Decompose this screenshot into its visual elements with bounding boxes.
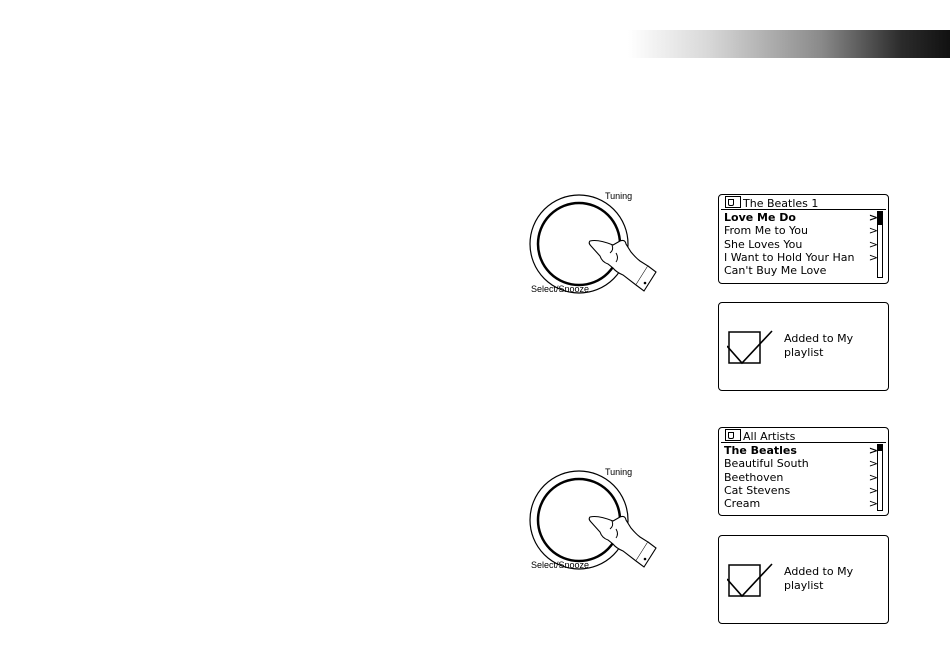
list-item[interactable]: Can't Buy Me Love <box>724 264 827 278</box>
chevron-right-icon: > <box>868 457 878 471</box>
hand-pressing-knob-icon <box>528 186 668 316</box>
tuning-label: Tuning <box>605 467 633 477</box>
list-item[interactable]: Love Me Do > <box>724 211 878 224</box>
lcd-title: The Beatles 1 <box>721 196 886 210</box>
hand-pressing-knob-icon <box>528 462 668 592</box>
tuning-label: Tuning <box>605 191 633 201</box>
chevron-right-icon: > <box>868 470 878 484</box>
lcd-title: All Artists <box>721 429 886 443</box>
checkmark-box-icon <box>727 562 777 602</box>
chevron-right-icon: > <box>868 497 878 511</box>
select-snooze-label: Select/Snooze <box>531 284 590 294</box>
list-item[interactable]: Cream > <box>724 497 878 511</box>
lcd-added-message <box>718 302 889 391</box>
scrollbar[interactable] <box>877 444 883 511</box>
added-message-text: Added to My playlist <box>784 565 854 592</box>
list-item[interactable]: I Want to Hold Your Han > <box>724 250 878 264</box>
chevron-right-icon: > <box>868 483 878 497</box>
scrollbar[interactable] <box>877 211 883 278</box>
chevron-right-icon: > <box>868 250 878 264</box>
music-folder-icon <box>725 429 741 441</box>
tuning-knob[interactable] <box>528 186 668 316</box>
tuning-knob[interactable] <box>528 462 668 592</box>
lcd-artist-list <box>718 427 889 516</box>
list-item[interactable]: Beethoven > <box>724 470 878 484</box>
chevron-right-icon: > <box>868 237 878 251</box>
scrollbar-thumb[interactable] <box>878 445 882 451</box>
list-item[interactable]: The Beatles > <box>724 444 878 457</box>
music-folder-icon <box>725 196 741 208</box>
list-item[interactable]: Beautiful South > <box>724 457 878 471</box>
lcd-album-tracks <box>718 194 889 284</box>
chevron-right-icon: > <box>868 211 878 224</box>
checkmark-box-icon <box>727 329 777 369</box>
list-item[interactable]: From Me to You > <box>724 224 878 238</box>
list-item[interactable]: She Loves You > <box>724 237 878 251</box>
lcd-added-message <box>718 535 889 624</box>
chevron-right-icon: > <box>868 444 878 457</box>
chevron-right-icon: > <box>868 224 878 238</box>
scrollbar-thumb[interactable] <box>878 212 882 225</box>
header-gradient-bar <box>628 30 950 58</box>
select-snooze-label: Select/Snooze <box>531 560 590 570</box>
added-message-text: Added to My playlist <box>784 332 854 359</box>
list-item[interactable]: Cat Stevens > <box>724 483 878 497</box>
